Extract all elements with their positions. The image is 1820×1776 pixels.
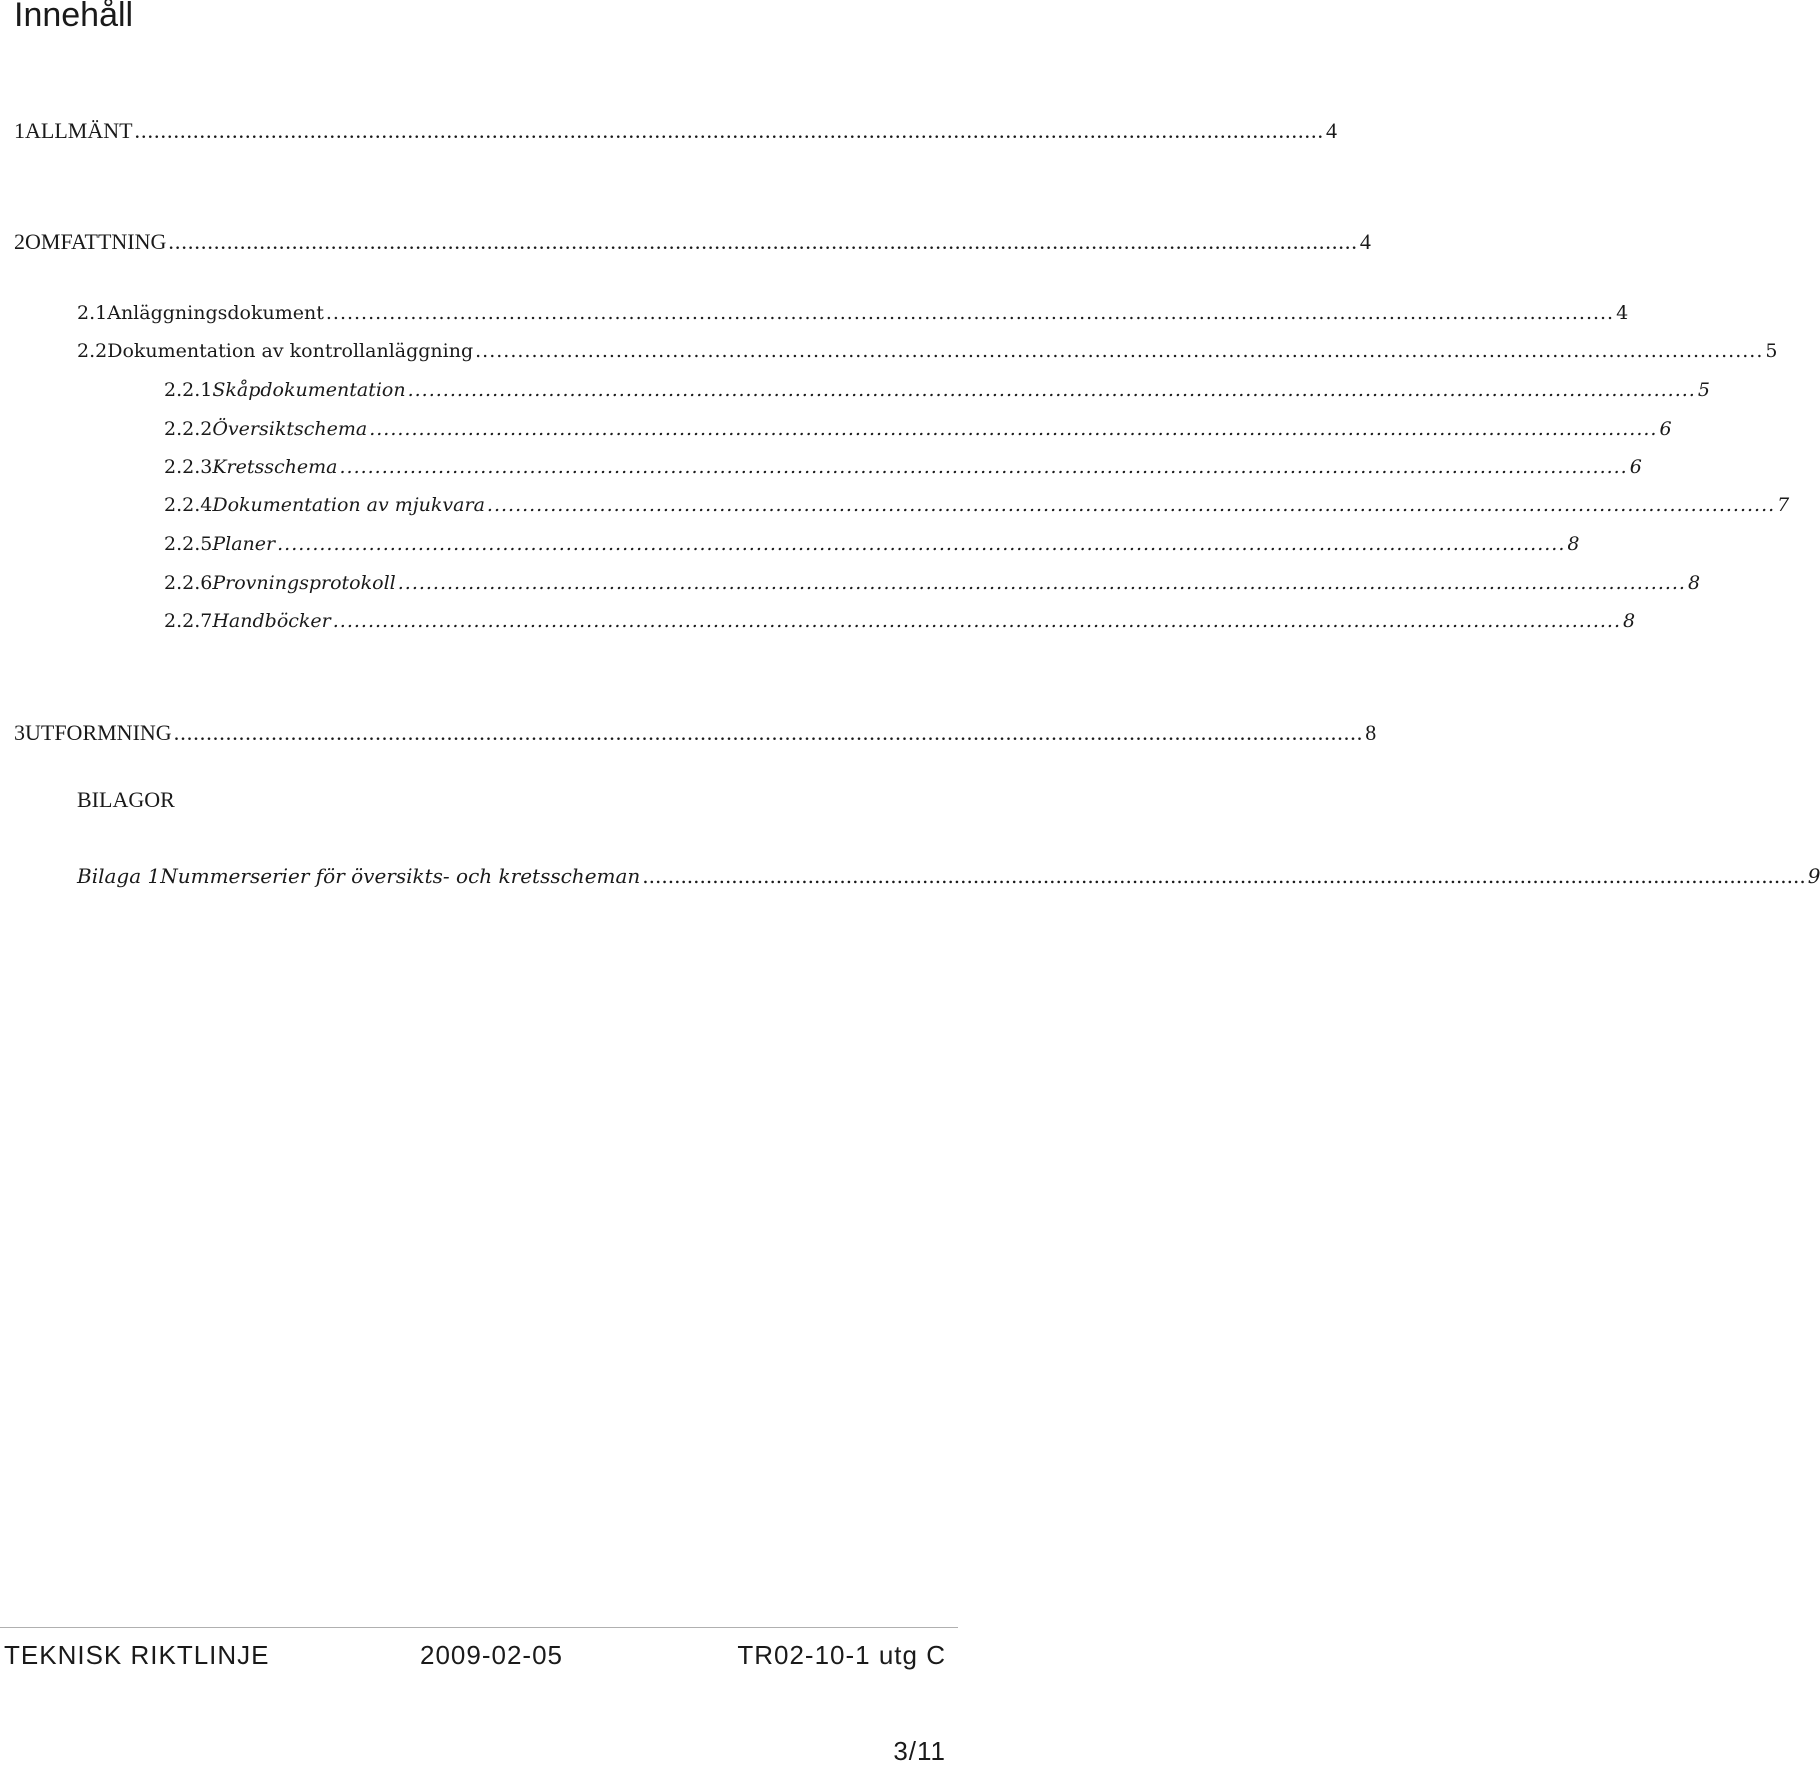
toc-page: 6 [1629,456,1642,478]
toc-leader-dots: ....................................................................................................................................................................................... [369,418,1658,440]
toc-label: Dokumentation av kontrollanläggning [107,340,474,362]
toc-page: 5 [1697,379,1710,401]
toc-page: 6 [1659,418,1672,440]
toc-label: Dokumentation av mjukvara [212,494,485,516]
toc-number: 1 [14,118,25,143]
toc-number: 2.2.3 [164,456,213,478]
toc-label: Anläggningsdokument [107,302,324,324]
footer-divider [0,1627,958,1628]
toc-page: 8 [1687,572,1701,594]
toc-number: 2.2.1 [164,379,213,401]
footer-document-id: TR02-10-1 utg C [737,1640,946,1670]
toc-page: 4 [1616,302,1629,324]
toc-leader-dots: ....................................................................................................................................................................................... [332,610,1621,632]
bilaga-number: Bilaga 1 [77,864,161,888]
toc-label: Översiktschema [212,418,368,440]
bilagor-heading: BILAGOR [77,787,175,812]
toc-page: 5 [1765,340,1778,362]
toc-leader-dots: ....................................................................................................................................................................................... [339,456,1628,478]
toc-label: Kretsschema [212,456,338,478]
toc-page: 4 [1326,118,1338,143]
toc-leader-dots: ....................................................................................................................................................................................... [475,340,1764,362]
toc-leader-dots: ....................................................................................................................................................................................... [486,494,1776,516]
toc-number: 2.1 [77,302,108,324]
bilaga-page: 9 [1807,864,1820,888]
toc-label: Skåpdokumentation [212,379,406,401]
toc-label: UTFORMNING [25,720,172,745]
toc-number: 2.2.4 [164,494,213,516]
toc-number: 2 [14,229,25,254]
toc-leader-dots: ....................................................................................................................................................................................... [397,572,1686,594]
toc-entry-2-2-5[interactable] [164,533,1580,555]
toc-entry-2-2-4[interactable] [164,494,1790,516]
toc-number: 2.2.6 [164,572,213,594]
toc-leader-dots: ....................................................................................................................................................................................... [407,379,1696,401]
toc-number: 2.2 [77,340,108,362]
toc-leader-dots: ....................................................................................................................................................................................... [168,229,1358,254]
toc-leader-dots: ....................................................................................................................................................................................... [134,118,1325,143]
page-title: Innehåll [14,0,134,34]
footer-date: 2009-02-05 [420,1640,563,1670]
toc-number: 2.2.2 [164,418,213,440]
toc-page: 4 [1359,229,1371,254]
toc-entry-2-2-2[interactable] [164,418,1672,440]
bilaga-label: Nummerserier för översikts- och kretsscheman [160,864,641,888]
toc-entry-2-2[interactable] [77,340,1778,362]
toc-number: 3 [14,720,25,745]
toc-entry-2-1[interactable] [77,302,1629,324]
toc-page: 7 [1777,494,1790,516]
toc-label: Handböcker [212,610,331,632]
toc-number: 2.2.7 [164,610,213,632]
toc-entry-allmant[interactable] [14,118,1338,144]
toc-label: ALLMÄNT [25,118,133,143]
toc-entry-2-2-1[interactable] [164,379,1710,401]
toc-number: 2.2.5 [164,533,213,555]
toc-entry-2-2-7[interactable] [164,610,1636,632]
toc-entry-2-2-6[interactable] [164,572,1701,594]
toc-label: Provningsprotokoll [212,572,396,594]
toc-entry-bilaga-1[interactable] [77,864,1820,888]
toc-leader-dots: ....................................................................................................................................................................................... [173,720,1364,745]
toc-entry-utformning[interactable] [14,720,1377,746]
footer-document-type: TEKNISK RIKTLINJE [4,1640,270,1670]
toc-leader-dots: ....................................................................................................................................................................................... [642,864,1806,888]
toc-page: 8 [1567,533,1580,555]
page-number: 3/11 [893,1736,946,1766]
toc-page: 8 [1365,720,1377,745]
toc-label: Planer [212,533,276,555]
toc-leader-dots: ....................................................................................................................................................................................... [325,302,1615,324]
toc-label: OMFATTNING [25,229,167,254]
toc-entry-omfattning[interactable] [14,229,1371,255]
toc-leader-dots: ....................................................................................................................................................................................... [277,533,1566,555]
toc-entry-2-2-3[interactable] [164,456,1642,478]
toc-page: 8 [1623,610,1636,632]
